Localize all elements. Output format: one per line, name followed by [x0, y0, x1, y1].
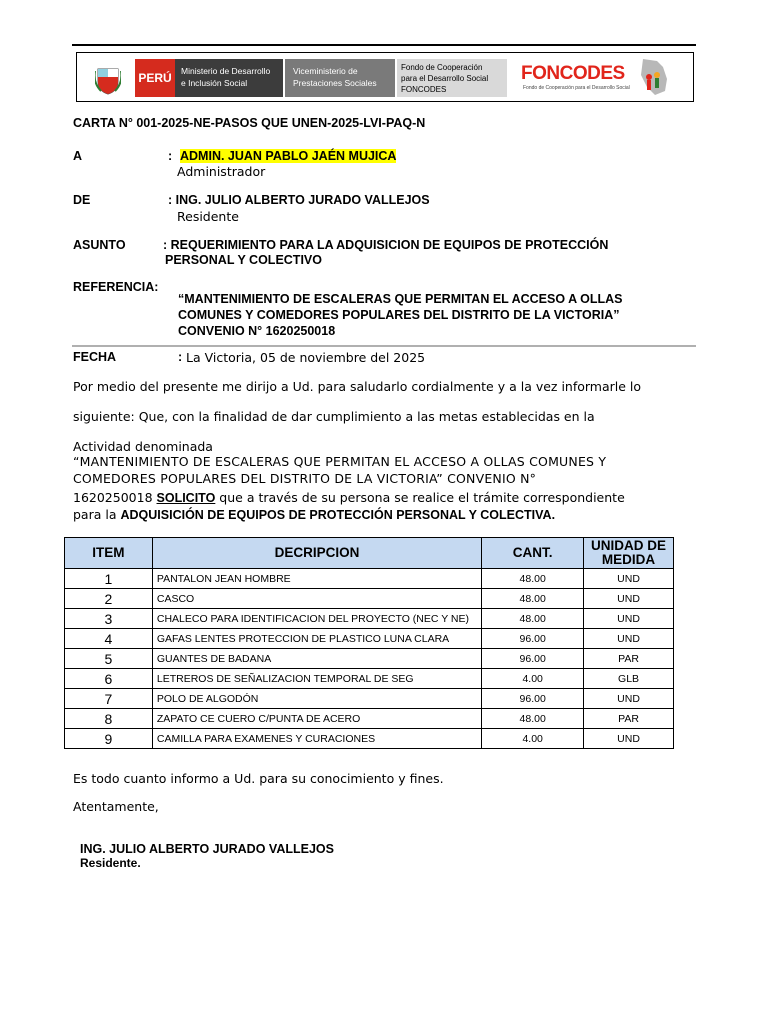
item-quantity: 48.00: [482, 589, 584, 609]
ministry-line: Ministerio de Desarrollo: [181, 66, 271, 76]
item-unit: UND: [584, 689, 674, 709]
item-description: PANTALON JEAN HOMBRE: [152, 569, 481, 589]
table-row: [65, 609, 674, 629]
fund-line: FONCODES: [401, 85, 447, 94]
item-description: POLO DE ALGODÓN: [152, 689, 481, 709]
body-line: “MANTENIMIENTO DE ESCALERAS QUE PERMITAN EL ACCESO A OLLAS COMUNES Y: [73, 454, 607, 469]
date-colon: :: [178, 350, 183, 364]
viceministry-label: [285, 59, 395, 97]
item-description: CAMILLA PARA EXAMENES Y CURACIONES: [152, 729, 481, 749]
agreement-number: 1620250018: [73, 490, 157, 505]
item-quantity: 96.00: [482, 629, 584, 649]
date-value: La Victoria, 05 de noviembre del 2025: [186, 350, 426, 365]
signature-role: Residente.: [80, 856, 141, 870]
item-unit: PAR: [584, 709, 674, 729]
item-unit: UND: [584, 569, 674, 589]
item-unit: UND: [584, 629, 674, 649]
to-role: Administrador: [177, 164, 266, 179]
peru-coat-of-arms-icon: [95, 65, 121, 95]
item-quantity: 4.00: [482, 669, 584, 689]
acquisition-subject: ADQUISICIÓN DE EQUIPOS DE PROTECCIÓN PERSONAL Y COLECTIVA.: [120, 508, 556, 522]
column-header-item: ITEM: [65, 538, 153, 569]
item-description: CASCO: [152, 589, 481, 609]
fund-label: [397, 59, 507, 97]
table-row: [65, 729, 674, 749]
item-number: 5: [65, 649, 153, 669]
from-label: DE: [73, 193, 91, 207]
item-quantity: 48.00: [482, 709, 584, 729]
item-description: GAFAS LENTES PROTECCION DE PLASTICO LUNA CLARA: [152, 629, 481, 649]
body-line: Por medio del presente me dirijo a Ud. para saludarlo cordialmente y a la vez informarle lo: [73, 379, 642, 394]
reference-line: CONVENIO N° 1620250018: [178, 324, 336, 338]
item-number: 2: [65, 589, 153, 609]
foncodes-map-icon: [637, 57, 671, 97]
item-number: 1: [65, 569, 153, 589]
closing-line: Es todo cuanto informo a Ud. para su conocimiento y fines.: [73, 771, 444, 786]
item-quantity: 96.00: [482, 689, 584, 709]
table-row: [65, 589, 674, 609]
item-number: 7: [65, 689, 153, 709]
to-label: A: [73, 149, 83, 163]
column-header-unit: UNIDAD DE MEDIDA: [584, 538, 674, 569]
body-text: para la: [73, 507, 121, 522]
item-quantity: 96.00: [482, 649, 584, 669]
institutional-header: [76, 52, 694, 102]
item-number: 9: [65, 729, 153, 749]
viceministry-line: Prestaciones Sociales: [293, 78, 377, 88]
body-text: que a través de su persona se realice el trámite correspondiente: [215, 490, 625, 505]
item-description: LETREROS DE SEÑALIZACION TEMPORAL DE SEG: [152, 669, 481, 689]
top-rule: [72, 44, 696, 46]
column-header-quantity: CANT.: [482, 538, 584, 569]
separator-line: [72, 345, 696, 347]
foncodes-logo-subtitle: Fondo de Cooperación para el Desarrollo Social: [523, 85, 630, 91]
ministry-label: [175, 59, 283, 97]
fund-line: Fondo de Cooperación: [401, 63, 483, 72]
table-row: [65, 709, 674, 729]
ministry-line: e Inclusión Social: [181, 78, 248, 88]
from-name: : ING. JULIO ALBERTO JURADO VALLEJOS: [168, 193, 430, 207]
reference-line: COMUNES Y COMEDORES POPULARES DEL DISTRITO DE LA VICTORIA”: [178, 308, 620, 322]
fund-line: para el Desarrollo Social: [401, 74, 489, 83]
item-unit: GLB: [584, 669, 674, 689]
body-line: [73, 490, 625, 505]
item-unit: UND: [584, 589, 674, 609]
item-number: 8: [65, 709, 153, 729]
body-line: COMEDORES POPULARES DEL DISTRITO DE LA VICTORIA” CONVENIO N°: [73, 471, 537, 486]
peru-label: PERÚ: [135, 59, 175, 97]
column-header-description: DECRIPCION: [152, 538, 481, 569]
item-number: 3: [65, 609, 153, 629]
table-row: [65, 689, 674, 709]
item-description: ZAPATO CE CUERO C/PUNTA DE ACERO: [152, 709, 481, 729]
table-row: [65, 649, 674, 669]
closing-greeting: Atentamente,: [73, 799, 159, 814]
item-number: 4: [65, 629, 153, 649]
item-number: 6: [65, 669, 153, 689]
date-label: FECHA: [73, 350, 117, 364]
request-keyword: SOLICITO: [156, 491, 216, 505]
foncodes-logo-text: FONCODES: [521, 63, 625, 84]
letter-title: CARTA N° 001-2025-NE-PASOS QUE UNEN-2025-LVI-PAQ-N: [73, 116, 426, 130]
signature-name: ING. JULIO ALBERTO JURADO VALLEJOS: [80, 842, 334, 856]
body-line: siguiente: Que, con la finalidad de dar cumplimiento a las metas establecidas en la: [73, 409, 595, 424]
body-line: Actividad denominada: [73, 439, 213, 454]
table-row: [65, 569, 674, 589]
subject-line: PERSONAL Y COLECTIVO: [165, 253, 322, 267]
viceministry-line: Viceministerio de: [293, 66, 358, 76]
item-quantity: 48.00: [482, 609, 584, 629]
body-line: [73, 507, 555, 522]
item-quantity: 4.00: [482, 729, 584, 749]
table-row: [65, 629, 674, 649]
table-header-row: [65, 538, 674, 569]
table-row: [65, 669, 674, 689]
subject-line: : REQUERIMIENTO PARA LA ADQUISICION DE EQUIPOS DE PROTECCIÓN: [163, 238, 609, 252]
reference-line: “MANTENIMIENTO DE ESCALERAS QUE PERMITAN EL ACCESO A OLLAS: [178, 292, 623, 306]
reference-label: REFERENCIA:: [73, 280, 159, 294]
item-unit: PAR: [584, 649, 674, 669]
item-description: CHALECO PARA IDENTIFICACION DEL PROYECTO (NEC Y NE): [152, 609, 481, 629]
item-quantity: 48.00: [482, 569, 584, 589]
to-colon: :: [168, 149, 173, 163]
to-name: ADMIN. JUAN PABLO JAÉN MUJICA: [180, 149, 397, 163]
items-table: [64, 537, 674, 749]
from-role: Residente: [177, 209, 239, 224]
subject-label: ASUNTO: [73, 238, 126, 252]
item-unit: UND: [584, 609, 674, 629]
item-unit: UND: [584, 729, 674, 749]
item-description: GUANTES DE BADANA: [152, 649, 481, 669]
